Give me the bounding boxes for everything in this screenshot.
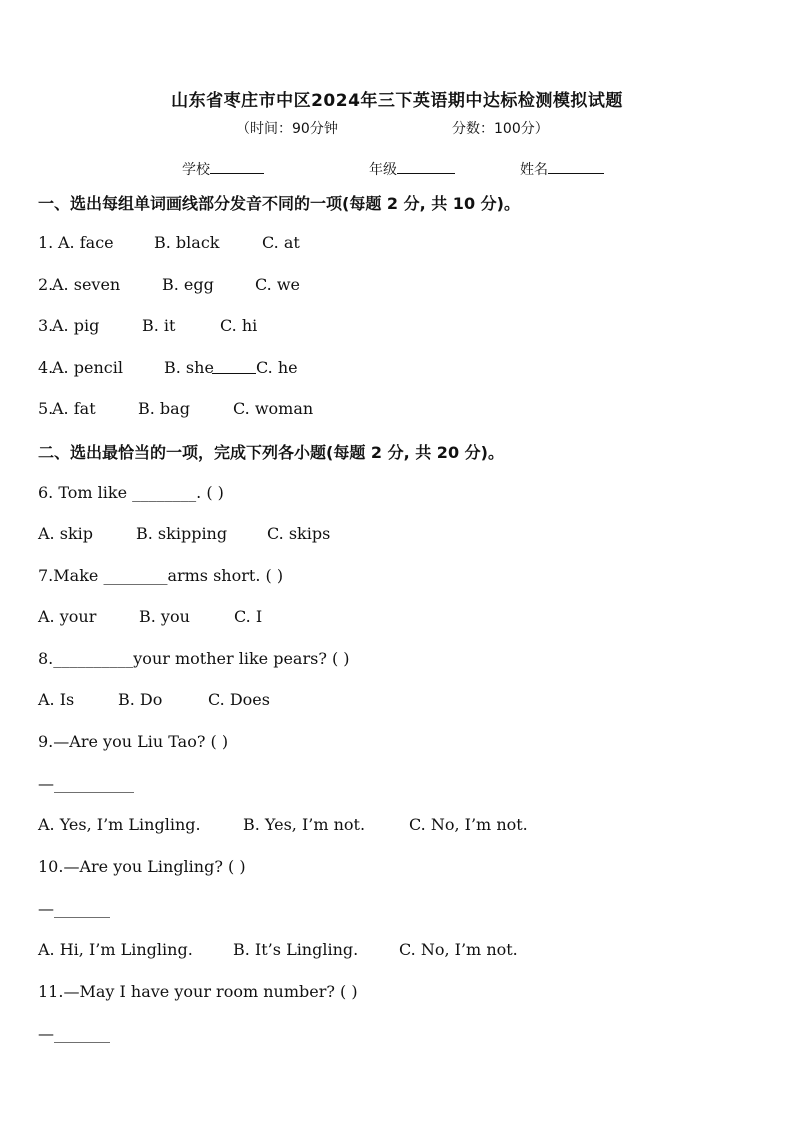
name-label: 姓名 [520, 162, 548, 178]
q9-option-b: B. Yes, I’m not. [243, 815, 366, 834]
q2-option-a: A. seven [52, 275, 121, 294]
q2-option-c: C. we [255, 275, 301, 294]
page-title: 山东省枣庄市中区2024年三下英语期中达标检测模拟试题 [171, 91, 623, 111]
q7-option-b: B. you [139, 607, 190, 626]
section-2-heading: 二、选出最恰当的一项，完成下列各小题(每题 2 分, 共 20 分)。 [38, 443, 504, 462]
q5-option-b: B. bag [138, 399, 190, 418]
q10-option-b: B. It’s Lingling. [233, 940, 359, 959]
q8-option-b: B. Do [118, 690, 163, 709]
question-1 [38, 233, 300, 252]
q4-number: 4. [38, 358, 54, 377]
time-info: （时间：90分钟 [236, 121, 338, 137]
question-9-options [38, 815, 528, 834]
q4-underline [212, 373, 256, 374]
question-5 [38, 399, 314, 418]
q4-option-c: C. he [256, 358, 298, 377]
score-info: 分数：100分） [452, 121, 549, 137]
school-label: 学校 [182, 162, 210, 178]
q1-number: 1. [38, 233, 54, 252]
question-7-stem: 7.Make ________arms short. ( ) [38, 566, 284, 585]
school-field [182, 159, 264, 179]
q9-option-c: C. No, I’m not. [409, 815, 528, 834]
q4-option-a: A. pencil [52, 358, 123, 377]
question-8-options [38, 690, 270, 709]
grade-label: 年级 [369, 162, 397, 178]
q10-option-a: A. Hi, I’m Lingling. [38, 940, 193, 959]
q3-option-b: B. it [142, 316, 176, 335]
question-9-stem: 9.—Are you Liu Tao? ( ) [38, 732, 229, 751]
grade-blank [397, 159, 455, 174]
q1-option-c: C. at [262, 233, 300, 252]
question-10-options [38, 940, 518, 959]
q8-option-a: A. Is [38, 690, 75, 709]
q9-option-a: A. Yes, I’m Lingling. [38, 815, 201, 834]
question-11-answer-line: —_______ [38, 1024, 110, 1043]
q5-number: 5. [38, 399, 54, 418]
q7-option-c: C. I [234, 607, 263, 626]
q5-option-c: C. woman [233, 399, 314, 418]
q7-option-a: A. your [38, 607, 97, 626]
section-1-heading: 一、选出每组单词画线部分发音不同的一项(每题 2 分, 共 10 分)。 [38, 194, 520, 213]
question-11-stem: 11.—May I have your room number? ( ) [38, 982, 358, 1001]
school-blank [210, 159, 264, 174]
q6-option-b: B. skipping [136, 524, 228, 543]
question-8-stem: 8.__________your mother like pears? ( ) [38, 649, 350, 668]
q3-option-a: A. pig [52, 316, 100, 335]
name-blank [548, 159, 604, 174]
grade-field [369, 159, 455, 179]
q5-option-a: A. fat [52, 399, 96, 418]
question-10-stem: 10.—Are you Lingling? ( ) [38, 857, 246, 876]
q3-number: 3. [38, 316, 54, 335]
q6-option-c: C. skips [267, 524, 331, 543]
q1-option-b: B. black [154, 233, 220, 252]
question-7-options [38, 607, 263, 626]
q4-option-b: B. she [164, 358, 214, 377]
q6-option-a: A. skip [38, 524, 93, 543]
question-3 [38, 316, 258, 335]
q8-option-c: C. Does [208, 690, 270, 709]
question-6-stem: 6. Tom like ________. ( ) [38, 483, 224, 502]
q1-option-a: A. face [58, 233, 114, 252]
q10-option-c: C. No, I’m not. [399, 940, 518, 959]
name-field [520, 159, 604, 179]
question-9-answer-line: —__________ [38, 774, 134, 793]
question-2 [38, 275, 301, 294]
q2-number: 2. [38, 275, 54, 294]
q2-option-b: B. egg [162, 275, 214, 294]
question-6-options [38, 524, 331, 543]
question-10-answer-line: —_______ [38, 899, 110, 918]
q3-option-c: C. hi [220, 316, 258, 335]
question-4 [38, 358, 298, 377]
